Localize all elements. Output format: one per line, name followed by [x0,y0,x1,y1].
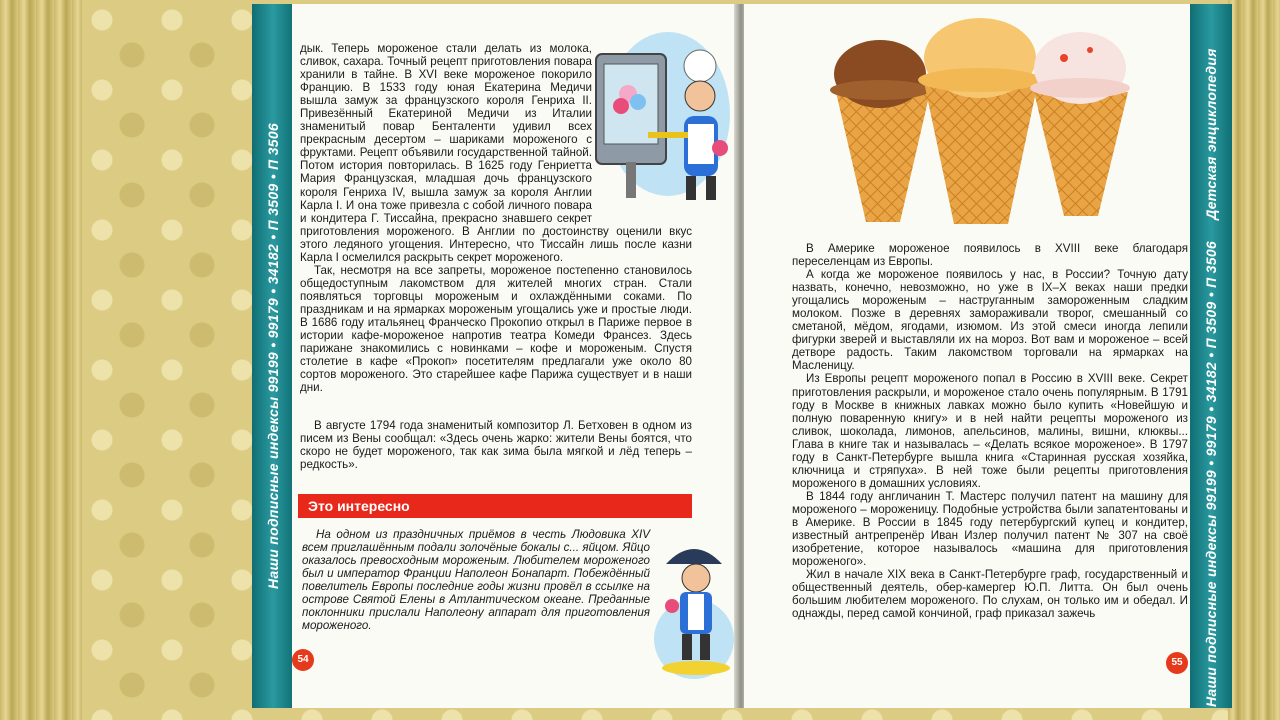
paragraph: На одном из праздничных приёмов в честь Людовика XIV всем приглашённым подали золочёные бокалы с... яйцом. Яйцо оказалось превосходным мороженым. Любителем мороженого был и император Франции Наполеон Бонапарт. Побеждённый повелитель Европы последние годы жизни провёл в ссылке на острове Святой Елены в Атлантическом океане. Преданные поклонники прислали Наполеону аппарат для приготовления мороженого. [302,528,650,633]
subscription-index-left: Наши подписные индексы 99199 • 99179 • 34182 • П 3509 • П 3506 [265,122,281,590]
right-spine [1190,4,1232,708]
right-page [744,4,1190,708]
left-wallpaper-strip [0,0,90,720]
page-number-left: 54 [292,649,314,671]
paragraph: Жил в начале XIX века в Санкт-Петербурге граф, государственный и общественный деятель, обер-камергер Ю.П. Литта. Он был очень большим любителем мороженого. По слухам, он только им и обедал. И однажды, перед самой кончиной, граф приказал зажечь [792,568,1188,621]
paragraph: В Америке мороженое появилось в XVIII веке благодаря переселенцам из Европы. [792,242,1188,269]
paragraph: Так, несмотря на все запреты, мороженое постепенно становилось общедоступным лакомством для жителей многих стран. Стали появляться торговцы мороженым и охлаждёнными соками. По праздникам и на ярмарках мороженым угощались уже и простые люди. В 1686 году итальянец Франческо Прокопио открыл в Париже первое в истории кафе-мороженое напротив театра Комеди Франсез. Здесь парижане знакомились с новинками – кофе и мороженым. Спустя столетие в кафе «Прокоп» посетителям предлагали уже около 80 сортов мороженого. Это старейшее кафе Парижа существует и в наши дни. [300,263,692,395]
illustration-wrap-space [592,42,692,212]
left-text-beethoven [300,419,692,471]
subscription-index-right: Наши подписные индексы 99199 • 99179 • 34182 • П 3509 • П 3506 [1203,240,1219,708]
left-main-text [300,42,692,394]
paragraph: Из Европы рецепт мороженого попал в Россию в XVIII веке. Секрет приготовления раскрыли, и мороженое стало очень популярным. В 1791 году в Москве в книжных лавках можно было купить «Новейшую и полную поваренную книгу» и в ней найти рецепты мороженого из сливок, шоколада, лимонов, апельсинов, малины, вишни, клюквы... Глава в книге так и называлась – «Делать всякое мороженое». В 1797 году в Санкт-Петербурге вышла книга «Старинная русская хозяйка, ключница и стряпуха». В ней тоже были рецепты приготовления мороженого в домашних условиях. [792,372,1188,490]
interesting-box-text [302,528,650,632]
ice-cream-cones-photo [828,12,1144,234]
right-wallpaper-strip [1228,0,1280,720]
paragraph: А когда же мороженое появилось у нас, в России? Точную дату назвать, конечно, невозможно, но уже в IX–X веках наши предки угощались мороженым – наструганным замороженным сладким молоком. Позже в деревнях замораживали творог, смешанный со сметаной, мёдом, ягодами, изюмом. Из этой смеси иногда лепили фигурки зверей и выставляли их на мороз. Вот вам и мороженое – всей детворе радость. Таким лакомством торговали на ярмарках на Масленицу. [792,268,1188,373]
right-main-text [792,242,1188,620]
left-spine [252,4,294,708]
paragraph: В августе 1794 года знаменитый композитор Л. Бетховен в одном из писем из Вены сообщал: «Здесь очень жарко: жители Вены боятся, что скоро не будет мороженого, так как зима была мягкой и лёд теперь – редкость». [300,419,692,472]
left-page [292,4,736,708]
interesting-box-title: Это интересно [298,494,692,518]
encyclopedia-title: Детская энциклопедия [1203,48,1219,220]
paragraph: В 1844 году англичанин Т. Мастерс получил патент на машину для мороженого – мороженицу. Подобные устройства были запатентованы и в Америке. В России в 1845 году петербургский купец и кондитер, известный антрепренёр Иван Излер получил патент № 307 на своё изобретение, которое называлось «машина для приготовления мороженого». [792,489,1188,569]
napoleon-illustration [652,534,736,684]
paragraph: дык. Теперь мороженое стали делать из молока, сливок, сахара. Точный рецепт приготовления повара хранили в тайне. В XVI веке мороженое покорило Францию. В 1533 году юная Екатерина Медичи вышла замуж за французского короля Генриха II. Привезённый Екатериной Медичи из Италии знаменитый повар Бенталенти удивил всех прекрасным десертом – шариками мороженого с фруктами. Рецепт объявили государственной тайной. Потом история повторилась. В 1625 году Генриетта Мария Французская, младшая дочь французского короля Генриха IV, вышла замуж за короля Англии Карла I. И она тоже привезла с собой личного повара и кондитера Г. Тиссайна, прекрасно знавшего секрет приготовления мороженого. В Англии по достоинству оценили вкус этого ледяного угощения. Интересно, что Тиссайн лишь после казни Карла I осмелился раскрыть секрет мороженого. [300,42,692,264]
page-number-right: 55 [1166,652,1188,674]
